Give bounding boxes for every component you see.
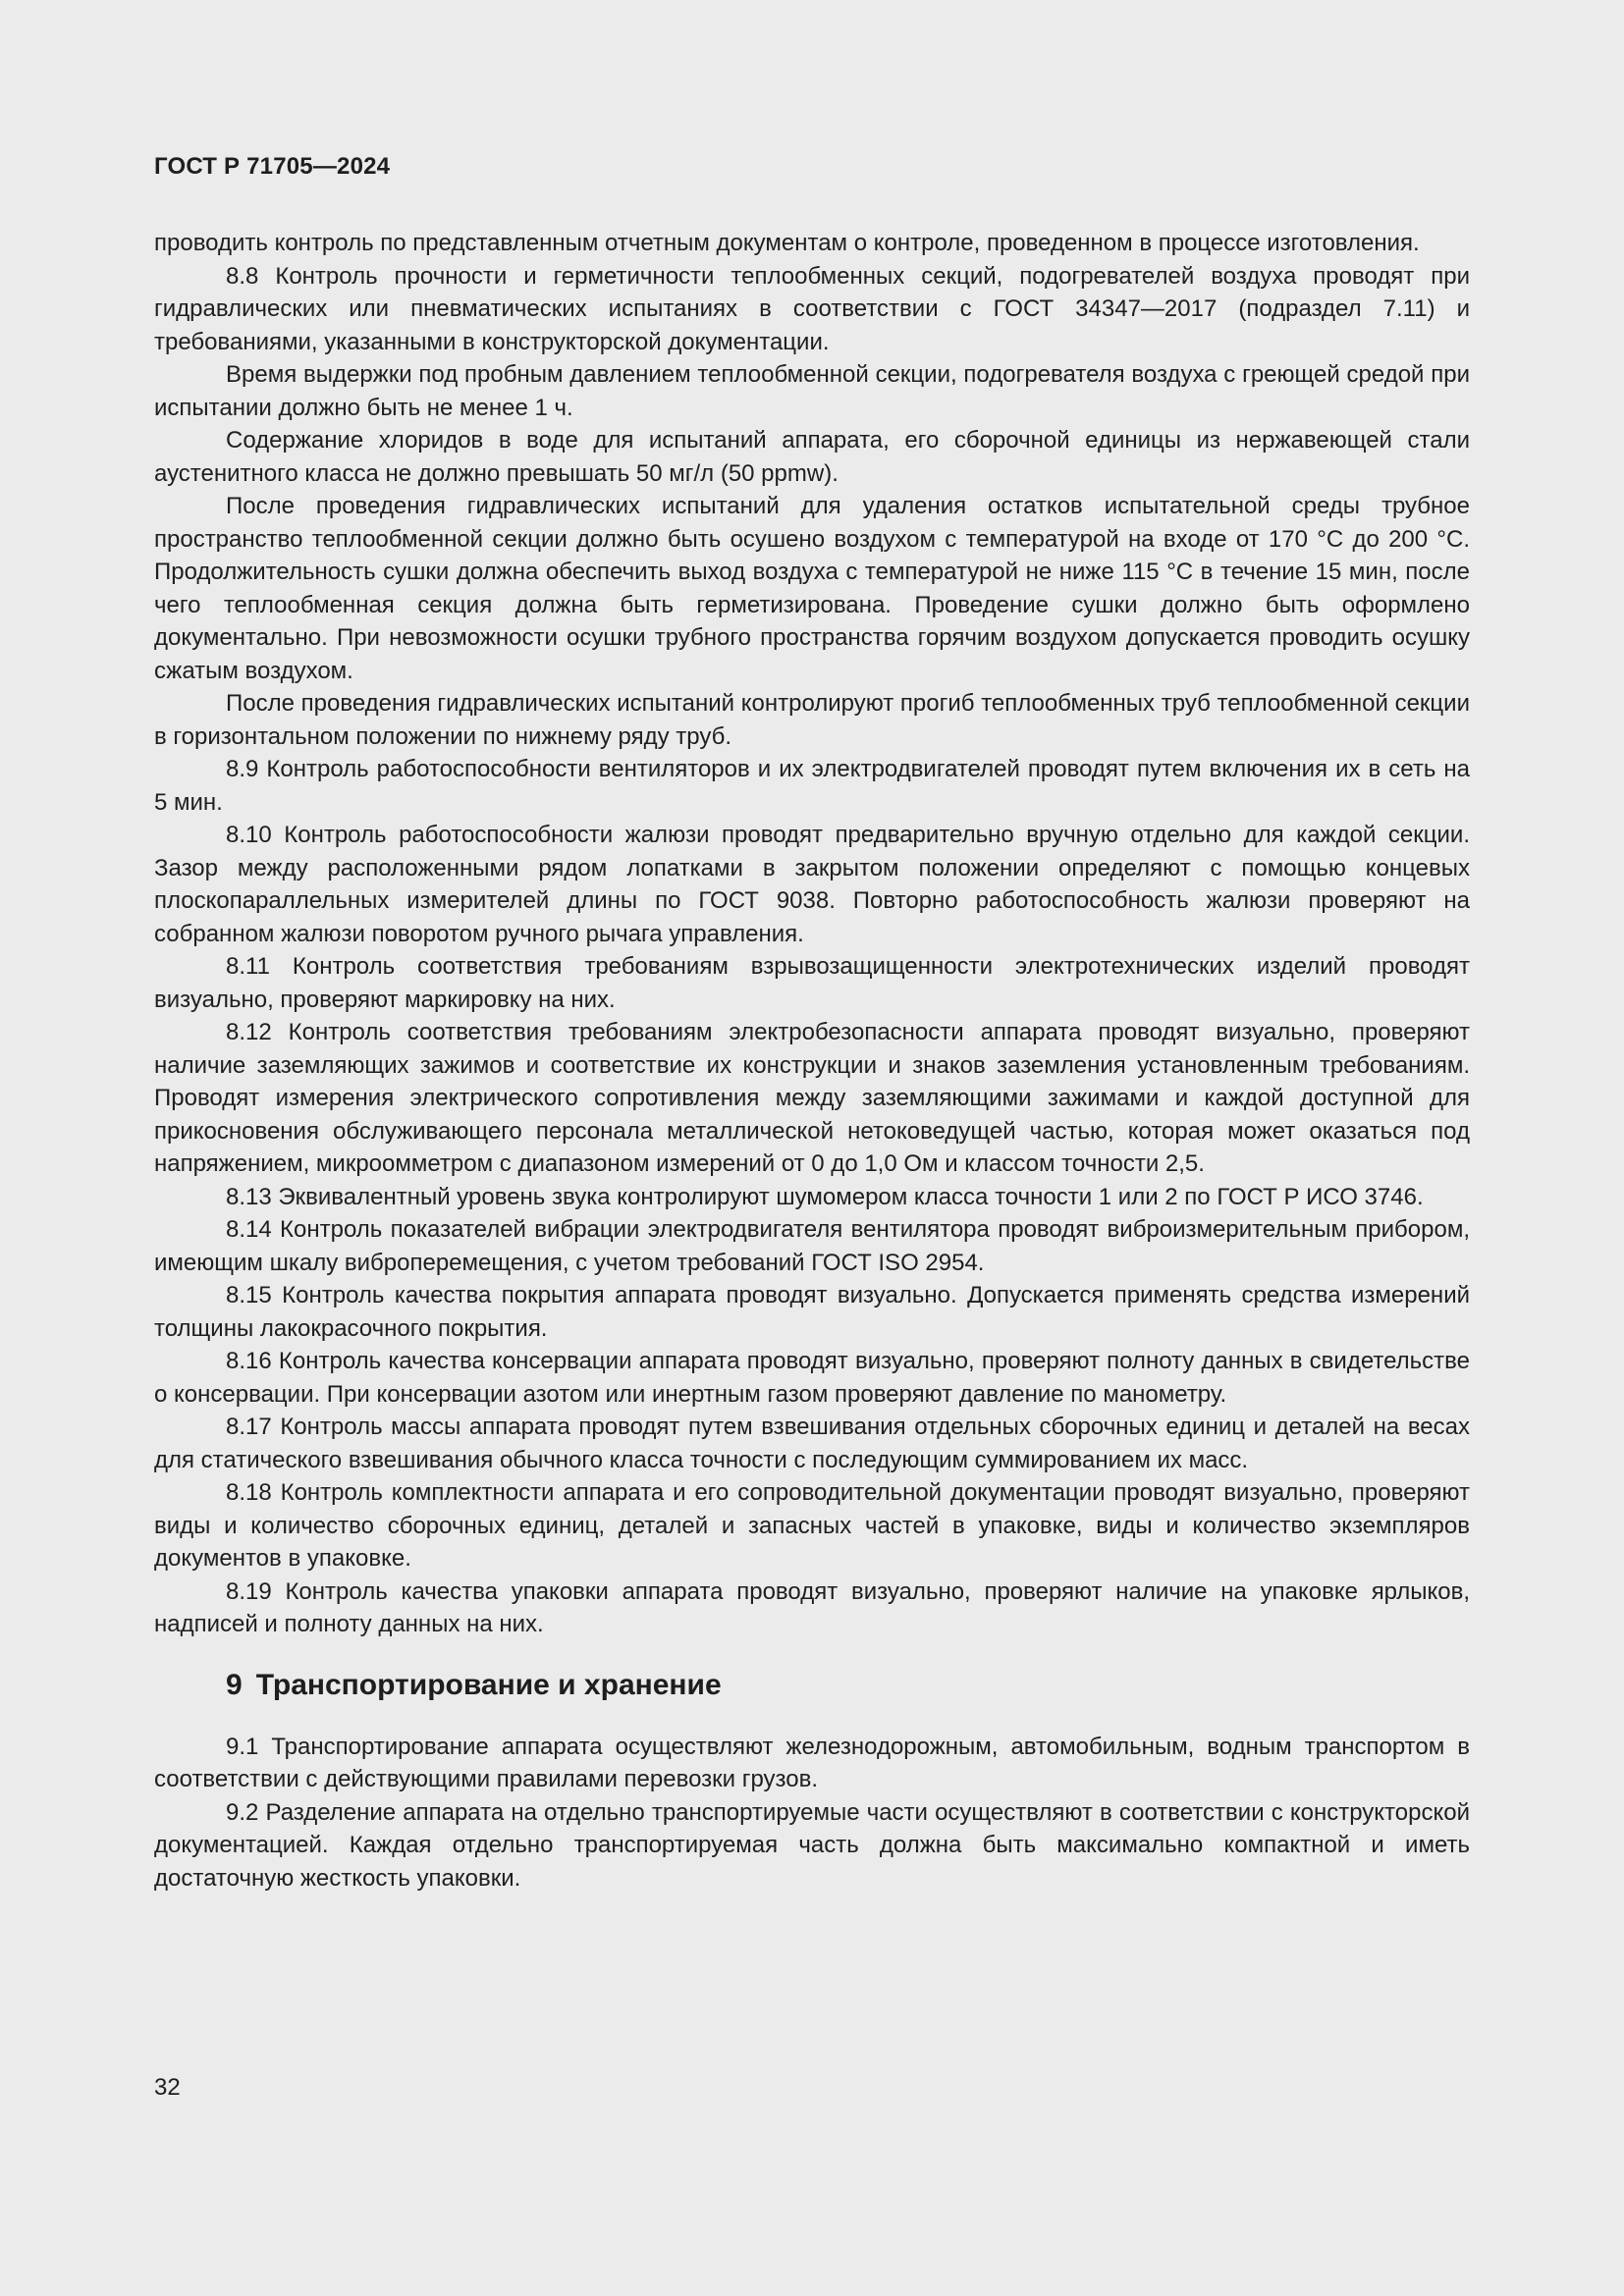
paragraph-continuation: проводить контроль по представленным отчетным документам о контроле, проведенном в процессе изготовления. (154, 230, 1420, 256)
paragraph-8-18: 8.18 Контроль комплектности аппарата и его сопроводительной документации проводят визуально, проверяют виды и количество сборочных единиц, деталей и запасных частей в упаковке, виды и количество экземпляров документов в упаковке. (154, 1479, 1470, 1572)
section-number: 9 (226, 1668, 243, 1701)
document-header: ГОСТ Р 71705—2024 (154, 153, 391, 180)
paragraph-8-11: 8.11 Контроль соответствия требованиям взрывозащищенности электротехнических изделий проводят визуально, проверяют маркировку на них. (154, 953, 1470, 1013)
paragraph-hold-time: Время выдержки под пробным давлением теплообменной секции, подогревателя воздуха с греющей средой при испытании должно быть не менее 1 ч. (154, 361, 1470, 421)
page-number: 32 (154, 2074, 181, 2101)
paragraph-8-14: 8.14 Контроль показателей вибрации электродвигателя вентилятора проводят виброизмерительным прибором, имеющим шкалу виброперемещения, с учетом требований ГОСТ ISO 2954. (154, 1216, 1470, 1276)
paragraph-9-2: 9.2 Разделение аппарата на отдельно транспортируемые части осуществляют в соответствии с конструкторской документацией. Каждая отдельно транспортируемая часть должна быть максимально компактной и иметь достаточную жесткость упаковки. (154, 1798, 1470, 1892)
document-body (154, 227, 1470, 1895)
paragraph-8-13: 8.13 Эквивалентный уровень звука контролируют шумомером класса точности 1 или 2 по ГОСТ Р ИСО 3746. (226, 1183, 1424, 1210)
paragraph-8-12: 8.12 Контроль соответствия требованиям электробезопасности аппарата проводят визуально, проверяют наличие заземляющих зажимов и соответствие их конструкции и знаков заземления установленным требованиям. Проводят измерения электрического сопротивления между заземляющими зажимами и каждой доступной для прикосновения обслуживающего персонала металлической нетоковедущей частью, которая может оказаться под напряжением, микроомметром с диапазоном измерений от 0 до 1,0 Ом и классом точности 2,5. (154, 1019, 1470, 1177)
paragraph-8-17: 8.17 Контроль массы аппарата проводят путем взвешивания отдельных сборочных единиц и деталей на весах для статического взвешивания обычного класса точности с последующим суммированием их масс. (154, 1414, 1470, 1473)
paragraph-8-8: 8.8 Контроль прочности и герметичности теплообменных секций, подогревателей воздуха проводят при гидравлических или пневматических испытаниях в соответствии с ГОСТ 34347—2017 (подраздел 7.11) и требованиями, указанными в конструкторской документации. (154, 262, 1470, 355)
paragraph-chlorides: Содержание хлоридов в воде для испытаний аппарата, его сборочной единицы из нержавеющей стали аустенитного класса не должно превышать 50 мг/л (50 ppmw). (154, 427, 1470, 487)
paragraph-8-9: 8.9 Контроль работоспособности вентиляторов и их электродвигателей проводят путем включения их в сеть на 5 мин. (154, 756, 1470, 816)
paragraph-8-10: 8.10 Контроль работоспособности жалюзи проводят предварительно вручную отдельно для каждой секции. Зазор между расположенными рядом лопатками в закрытом положении определяют с помощью концевых плоскопараллельных измерителей длины по ГОСТ 9038. Повторно работоспособность жалюзи проверяют на собранном жалюзи поворотом ручного рычага управления. (154, 822, 1470, 947)
paragraph-8-19: 8.19 Контроль качества упаковки аппарата проводят визуально, проверяют наличие на упаковке ярлыков, надписей и полноту данных на них. (154, 1577, 1470, 1637)
paragraph-drying: После проведения гидравлических испытаний для удаления остатков испытательной среды трубное пространство теплообменной секции должно быть осушено воздухом с температурой на входе от 170 °С до 200 °С. Продолжительность сушки должна обеспечить выход воздуха с температурой не ниже 115 °С в течение 15 мин, после чего теплообменная секция должна быть герметизирована. Проведение сушки должно быть оформлено документально. При невозможности осушки трубного пространства горячим воздухом допускается проводить осушку сжатым воздухом. (154, 493, 1470, 684)
paragraph-8-16: 8.16 Контроль качества консервации аппарата проводят визуально, проверяют полноту данных в свидетельстве о консервации. При консервации азотом или инертным газом проверяют давление по манометру. (154, 1348, 1470, 1408)
section-heading (154, 1667, 1470, 1704)
paragraph-tube-deflection: После проведения гидравлических испытаний контролируют прогиб теплообменных труб теплообменной секции в горизонтальном положении по нижнему ряду труб. (154, 690, 1470, 750)
section-title-text: Транспортирование и хранение (255, 1668, 722, 1701)
paragraph-9-1: 9.1 Транспортирование аппарата осуществляют железнодорожным, автомобильным, водным транспортом в соответствии с действующими правилами перевозки грузов. (154, 1733, 1470, 1792)
paragraph-8-15: 8.15 Контроль качества покрытия аппарата проводят визуально. Допускается применять средства измерений толщины лакокрасочного покрытия. (154, 1282, 1470, 1342)
